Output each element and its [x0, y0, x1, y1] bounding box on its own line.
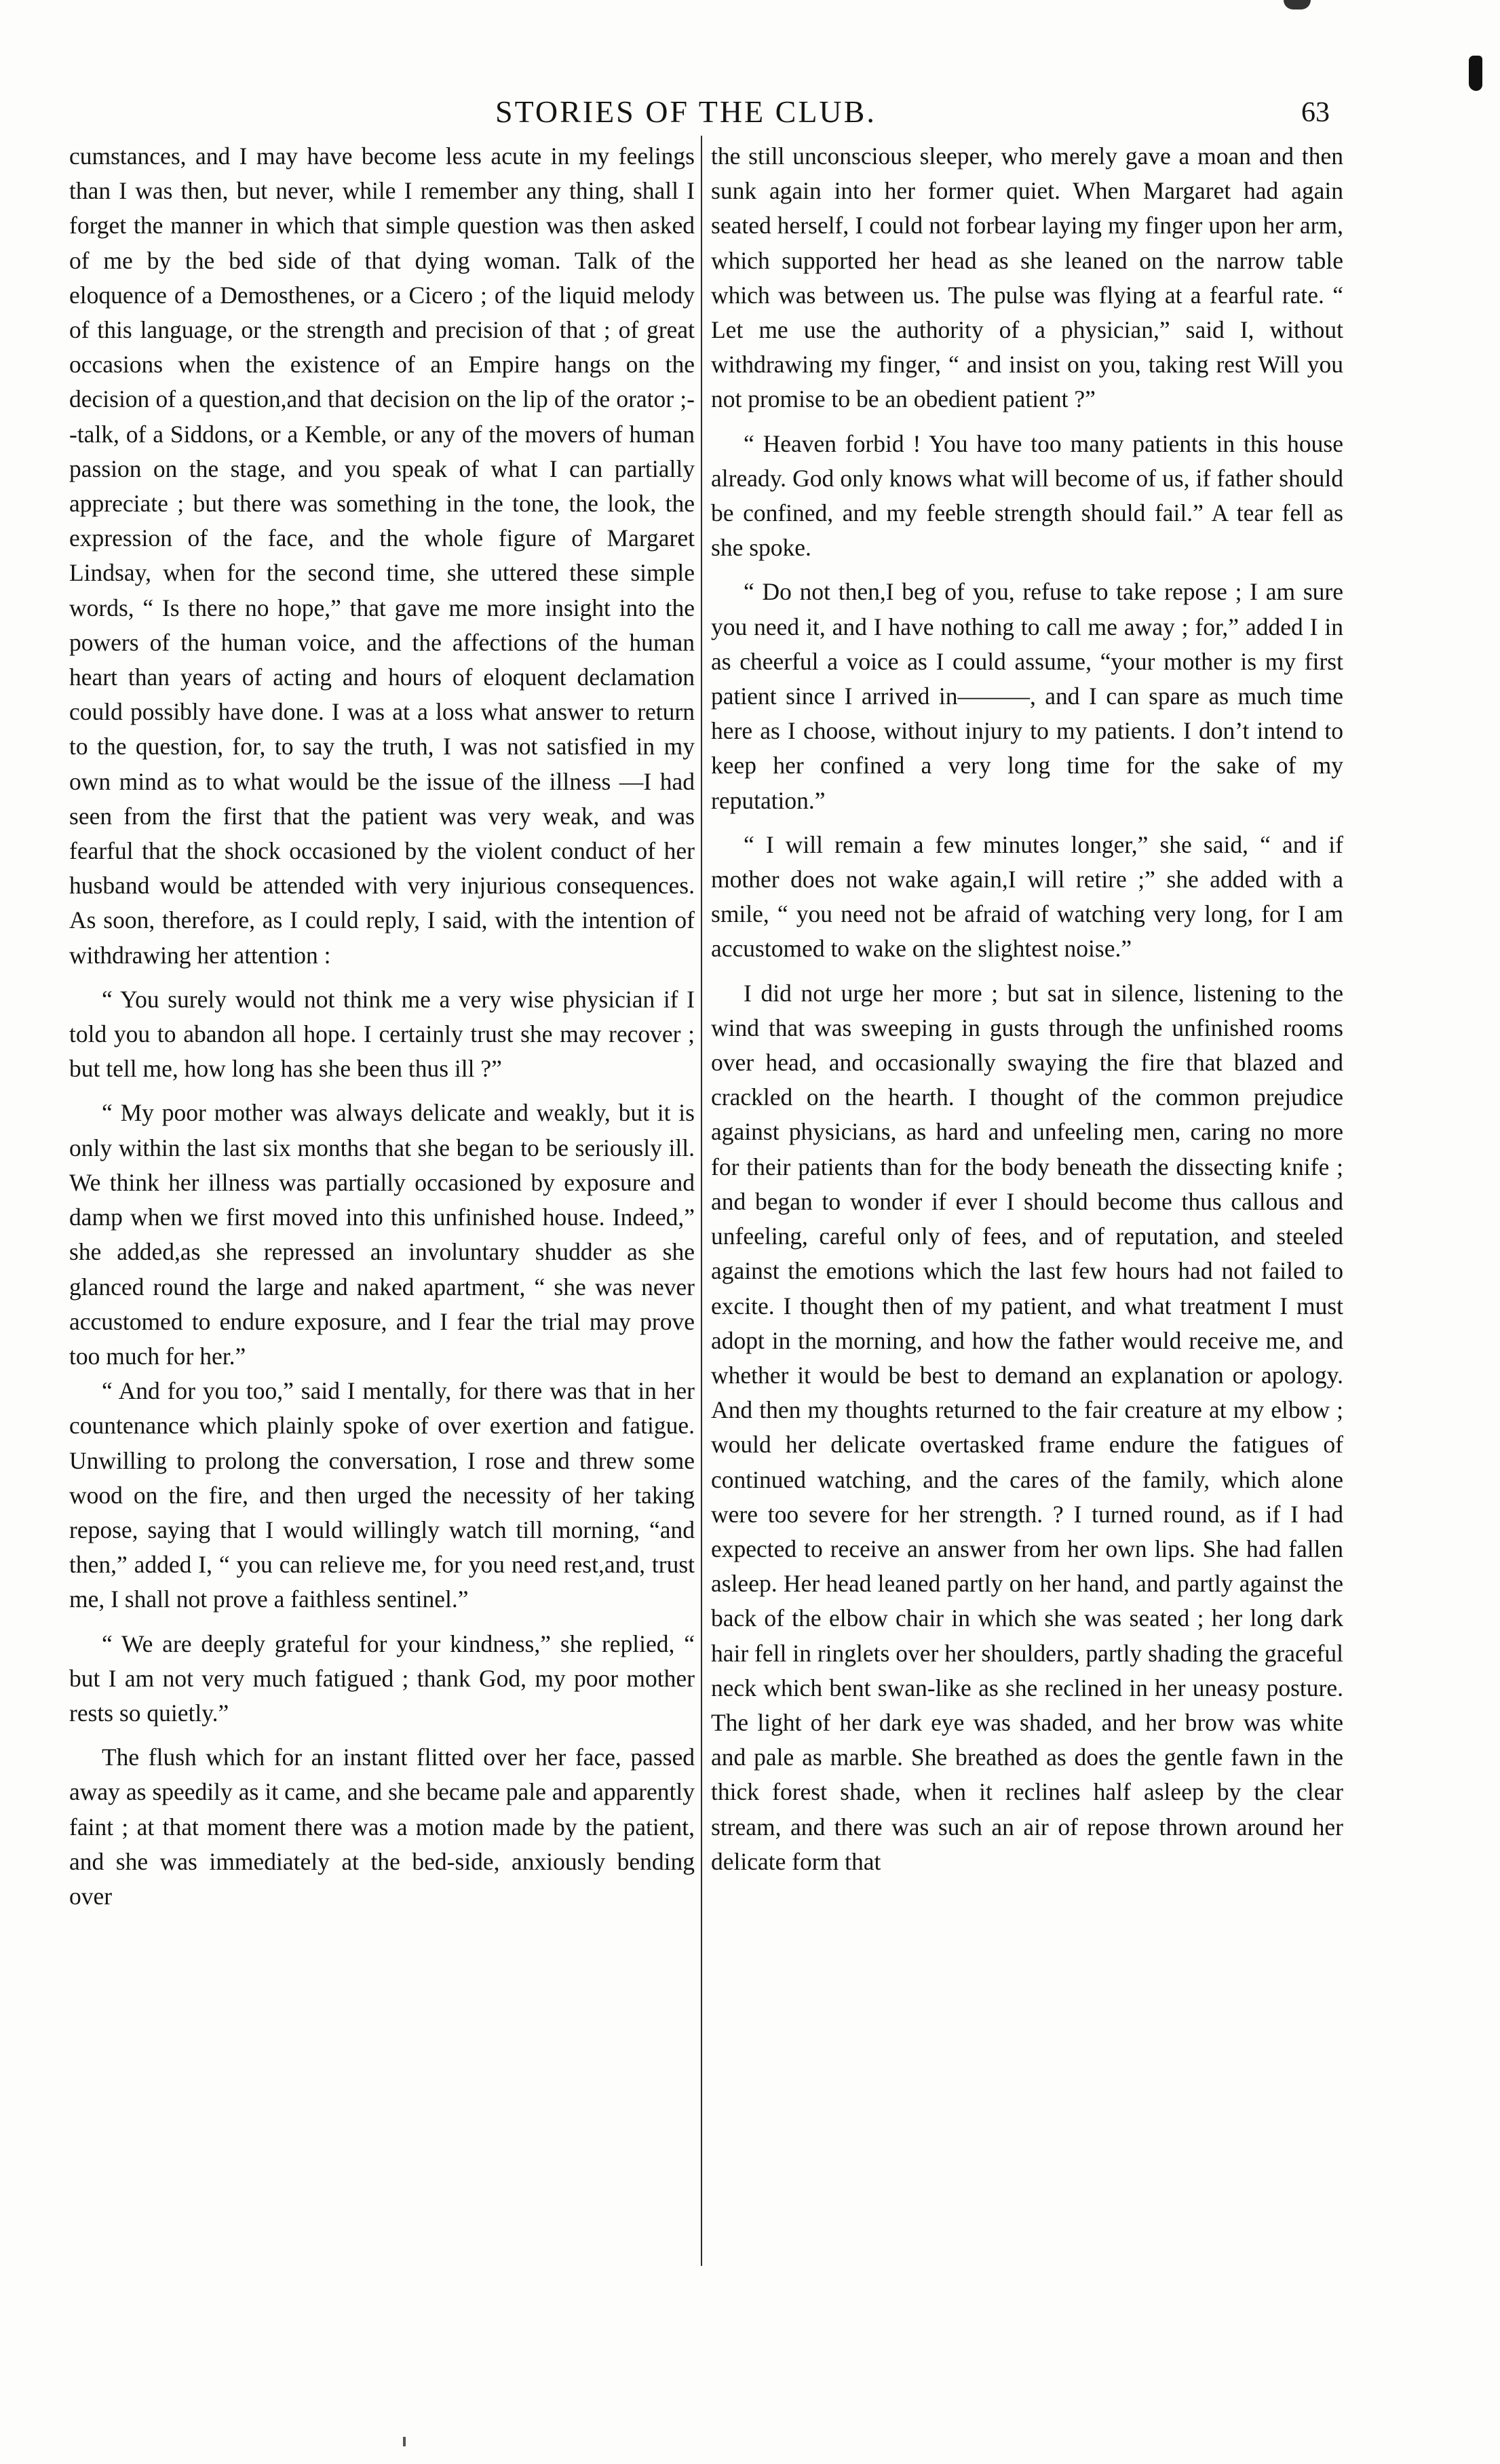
page-number: 63: [1301, 97, 1330, 128]
paragraph: “ I will remain a few minutes longer,” she said, “ and if mother does not wake again,I will retire ;” she added with a smile, “ you need not be afraid of watching very long, for I am accustomed to wake on the slightest noise.”: [711, 830, 1343, 963]
left-column: [69, 139, 695, 1914]
paragraph: the still unconscious sleeper, who merely gave a moan and then sunk again into her former quiet. When Margaret had again seated herself, I could not forbear laying my finger upon her arm, which supported her head as she leaned on the narrow table which was between us. The pulse was flying at a fearful rate. “ Let me use the authority of a physician,” said I, without withdrawing my finger, “ and insist on you, taking rest Will you not promise to be an obedient patient ?”: [711, 142, 1343, 413]
bottom-edge-mark: [403, 2437, 406, 2446]
paragraph: “ Heaven forbid ! You have too many patients in this house already. God only knows what will become of us, if father should be confined, and my feeble strength should fail.” A tear fell as she spoke.: [711, 429, 1343, 562]
paragraph: “ And for you too,” said I mentally, for there was that in her countenance which plainly spoke of over exertion and fatigue. Unwilling to prolong the conversation, I rose and threw some wood on the fire, and then urged the necessity of her taking repose, saying that I would willingly watch till morning, “and then,” added I, “ you can relieve me, for you need rest,and, trust me, I shall not prove a faithless sentinel.”: [69, 1377, 695, 1613]
top-edge-mark: [1284, 0, 1311, 9]
paragraph: I did not urge her more ; but sat in silence, listening to the wind that was sweeping in gusts through the unfinished rooms over head, and occasionally swaying the fire that blazed and crackled on the hearth. I thought of the common prejudice against physicians, as hard and unfeeling men, caring no more for their patients than for the body beneath the dissecting knife ; and began to wonder if ever I should become thus callous and unfeeling, careful only of fees, and of reputation, and steeled against the emotions which the last few hours had not failed to excite. I thought then of my patient, and what treatment I must adopt in the morning, and how the father would receive me, and whether it would be best to demand an explanation or apology. And then my thoughts returned to the fair creature at my elbow ; would her delicate overtasked frame endure the fatigues of continued watching, and the cares of the family, which alone were too severe for her strength. ? I turned round, as if I had expected to receive an answer from her own lips. She had fallen asleep. Her head leaned partly on her hand, and partly against the back of the elbow chair in which she was seated ; her long dark hair fell in ringlets over her shoulders, partly shading the graceful neck which bent swan-like as she reclined in her uneasy posture. The light of her dark eye was shaded, and her brow was white and pale as marble. She breathed as does the gentle fawn in the thick forest shade, when it reclines half asleep by the clear stream, and there was such an air of repose thrown around her delicate form that: [711, 979, 1343, 1875]
margin-ink-blot: [1469, 56, 1482, 91]
running-title: STORIES OF THE CLUB.: [495, 94, 877, 129]
paragraph: “ Do not then,I beg of you, refuse to take repose ; I am sure you need it, and I have nothing to call me away ; for,” added I in as cheerful a voice as I could assume, “your mother is my first patient since I arrived in———, and I can spare as much time here as I choose, without injury to my patients. I don’t intend to keep her confined a very long time for the sake of my reputation.”: [711, 578, 1343, 814]
paragraph: “ My poor mother was always delicate and weakly, but it is only within the last six months that she began to be seriously ill. We think her illness was partially occasioned by exposure and damp when we first moved into this unfinished house. Indeed,” she added,as she repressed an involuntary shudder as she glanced round the large and naked apartment, “ she was never accustomed to endure exposure, and I fear the trial may prove too much for her.”: [69, 1099, 695, 1370]
paragraph: cumstances, and I may have become less acute in my feelings than I was then, but never, while I remember any thing, shall I forget the manner in which that simple question was then asked of me by the bed side of that dying woman. Talk of the eloquence of a Demosthenes, or a Cicero ; of the liquid melody of this language, or the strength and precision of that ; of great occasions when the existence of an Empire hangs on the decision of a question,and that decision on the lip of the orator ;--talk, of a Siddons, or a Kemble, or any of the movers of human passion on the stage, and you speak of what I can partially appreciate ; but there was something in the tone, the look, the expression of the face, and the whole figure of Margaret Lindsay, when for the second time, she uttered these simple words, “ Is there no hope,” that gave me more insight into the powers of the human voice, and the affections of the human heart than years of acting and hours of eloquent declamation could possibly have done. I was at a loss what answer to return to the question, for, to say the truth, I was not satisfied in my own mind as to what would be the issue of the illness —I had seen from the first that the patient was very weak, and was fearful that the shock occasioned by the violent conduct of her husband would be attended with very injurious consequences. As soon, therefore, as I could reply, I said, with the intention of withdrawing her attention :: [69, 142, 695, 969]
paragraph: “ We are deeply grateful for your kindness,” she replied, “ but I am not very much fatigued ; thank God, my poor mother rests so quietly.”: [69, 1630, 695, 1727]
right-column: [711, 139, 1343, 1879]
column-divider: [701, 136, 702, 2266]
paragraph: “ You surely would not think me a very wise physician if I told you to abandon all hope. I certainly trust she may recover ; but tell me, how long has she been thus ill ?”: [69, 985, 695, 1083]
paragraph: The flush which for an instant flitted over her face, passed away as speedily as it came, and she became pale and apparently faint ; at that moment there was a motion made by the patient, and she was immediately at the bed-side, anxiously bending over: [69, 1744, 695, 1910]
